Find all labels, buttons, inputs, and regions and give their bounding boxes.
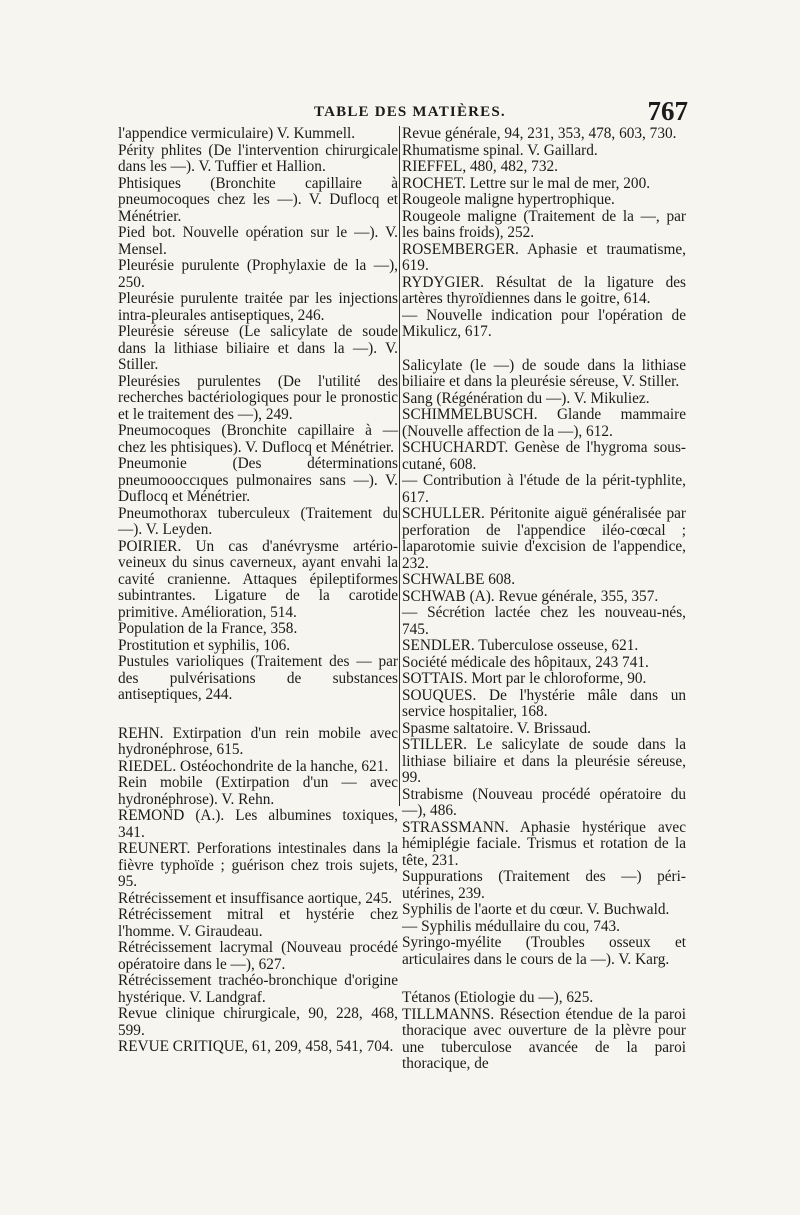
index-entry: — Sécrétion lactée chez les nouveau-nés, 745. — [402, 604, 686, 638]
index-entry: SCHWAB (A). Revue générale, 355, 357. — [402, 587, 659, 605]
index-entry: POIRIER. Un cas d'anévrysme artério-veineux du sinus caverneux, ayant envahi la cavité cranienne. Attaques épileptiformes subintrantes. Ligature de la carotide primitive. Amélioration, 514. — [118, 537, 398, 621]
index-entry: STILLER. Le salicylate de soude dans la lithiase biliaire et dans la pleurésie séreuse, 99. — [402, 736, 686, 786]
index-entry: Rétrécissement et insuffisance aortique, 245. — [118, 889, 393, 907]
index-entry: Strabisme (Nouveau procédé opératoire du —), 486. — [402, 785, 686, 819]
index-entry: Pied bot. Nouvelle opération sur le —). V. Mensel. — [118, 224, 398, 258]
index-entry: Syringo-myélite (Troubles osseux et articulaires dans le cours de la —). V. Karg. — [402, 934, 686, 968]
index-entry: Revue générale, 94, 231, 353, 478, 603, 730. — [402, 125, 677, 142]
index-entry: Sang (Régénération du —). V. Mikuliez. — [402, 389, 650, 407]
index-entry: l'appendice vermiculaire) V. Kummell. — [118, 125, 356, 142]
left-column — [118, 126, 398, 1056]
right-column — [402, 126, 686, 1073]
index-entry: Pneumocoques (Bronchite capillaire à — chez les phtisiques). V. Duflocq et Ménétrier. — [118, 422, 398, 456]
index-entry: Pustules varioliques (Traitement des — par des pulvérisations de substances antiseptiques, 244. — [118, 653, 398, 703]
index-entry: Phtisiques (Bronchite capillaire à pneumocoques chez les —). V. Duflocq et Ménétrier. — [118, 174, 398, 225]
index-entry: Pneumothorax tuberculeux (Traitement du —). V. Leyden. — [118, 504, 398, 538]
index-entry: Rougeole maligne hypertrophique. — [402, 191, 615, 208]
index-entry: Périty phlites (De l'intervention chirurgicale dans les —). V. Tuffier et Hallion. — [118, 141, 398, 175]
index-entry: — Nouvelle indication pour l'opération de Mikulicz, 617. — [402, 306, 686, 340]
index-entry: STRASSMANN. Aphasie hystérique avec hémiplégie faciale. Trismus et rotation de la tête, 231. — [402, 818, 686, 869]
index-entry: SCHIMMELBUSCH. Glande mammaire (Nouvelle affection de la —), 612. — [402, 406, 686, 440]
index-entry: Rétrécissement trachéo-bronchique d'origine hystérique. V. Landgraf. — [118, 972, 398, 1006]
index-entry: RYDYGIER. Résultat de la ligature des artères thyroïdiennes dans le goitre, 614. — [402, 273, 686, 307]
index-entry: Revue clinique chirurgicale, 90, 228, 468, 599. — [118, 1005, 398, 1039]
index-entry: Rhumatisme spinal. V. Gaillard. — [402, 141, 598, 159]
index-entry: — Syphilis médullaire du cou, 743. — [402, 917, 620, 935]
index-entry: SCHWALBE 608. — [402, 571, 516, 588]
index-entry: SCHULLER. Péritonite aiguë généralisée par perforation de l'appendice iléo-cœcal ; laparotomie suivie d'excision de l'appendice, 232. — [402, 505, 686, 572]
index-entry: Suppurations (Traitement des —) péri-utérines, 239. — [402, 868, 686, 902]
index-entry: Rougeole maligne (Traitement de la —, par les bains froids), 252. — [402, 207, 686, 241]
index-entry: ROCHET. Lettre sur le mal de mer, 200. — [402, 174, 651, 192]
index-entry: RIEFFEL, 480, 482, 732. — [402, 158, 558, 175]
index-entry: REHN. Extirpation d'un rein mobile avec hydronéphrose, 615. — [118, 724, 398, 758]
running-title: TABLE DES MATIÈRES. — [314, 104, 506, 120]
index-entry: Syphilis de l'aorte et du cœur. V. Buchwald. — [402, 901, 670, 918]
index-entry: Société médicale des hôpitaux, 243 741. — [402, 653, 649, 671]
index-entry: Rétrécissement mitral et hystérie chez l'homme. V. Giraudeau. — [118, 906, 398, 940]
index-entry: SOTTAIS. Mort par le chloroforme, 90. — [402, 670, 647, 687]
index-entry: Pleurésie séreuse (Le salicylate de soude dans la lithiase biliaire et dans la —). V. Stiller. — [118, 323, 398, 373]
index-entry: Pleurésie purulente traitée par les injections intra-pleurales antiseptiques, 246. — [118, 290, 398, 324]
page-header — [118, 96, 688, 126]
page-number: 767 — [647, 96, 688, 126]
column-divider — [399, 126, 400, 806]
index-entry: Tétanos (Etiologie du —), 625. — [402, 989, 594, 1006]
index-entry: Pneumonie (Des déterminations pneumoooccıques pulmonaires sans —). V. Duflocq et Ménétrier. — [118, 455, 398, 505]
index-entry: SOUQUES. De l'hystérie mâle dans un service hospitalier, 168. — [402, 686, 686, 720]
index-entry: Prostitution et syphilis, 106. — [118, 636, 291, 654]
index-entry: Pleurésies purulentes (De l'utilité des recherches bactériologiques pour le pronostic et le traitement des —), 249. — [118, 372, 398, 423]
index-entry: REVUE CRITIQUE, 61, 209, 458, 541, 704. — [118, 1038, 394, 1055]
index-entry: — Contribution à l'étude de la périt-typhlite, 617. — [402, 472, 686, 506]
index-entry: Pleurésie purulente (Prophylaxie de la —), 250. — [118, 257, 398, 291]
index-entry: Salicylate (le —) de soude dans la lithiase biliaire et dans la pleurésie séreuse, V. Stiller. — [402, 356, 686, 390]
index-entry: REMOND (A.). Les albumines toxiques, 341. — [118, 807, 398, 841]
index-entry: SCHUCHARDT. Genèse de l'hygroma sous-cutané, 608. — [402, 439, 686, 473]
index-entry: ROSEMBERGER. Aphasie et traumatisme, 619. — [402, 240, 686, 274]
index-entry: RIEDEL. Ostéochondrite de la hanche, 621. — [118, 757, 389, 775]
index-entry: SENDLER. Tuberculose osseuse, 621. — [402, 637, 639, 654]
index-entry: REUNERT. Perforations intestinales dans la fièvre typhoïde ; guérison chez trois sujets, 95. — [118, 840, 398, 890]
index-entry: Population de la France, 358. — [118, 620, 298, 637]
index-entry: Rétrécissement lacrymal (Nouveau procédé opératoire dans le —), 627. — [118, 939, 398, 973]
index-entry: Spasme saltatoire. V. Brissaud. — [402, 719, 591, 737]
index-entry: TILLMANNS. Résection étendue de la paroi thoracique avec ouverture de la plèvre pour une tuberculose avancée de la paroi thoracique, de — [402, 1005, 686, 1072]
index-entry: Rein mobile (Extirpation d'un — avec hydronéphrose). V. Rehn. — [118, 774, 398, 808]
